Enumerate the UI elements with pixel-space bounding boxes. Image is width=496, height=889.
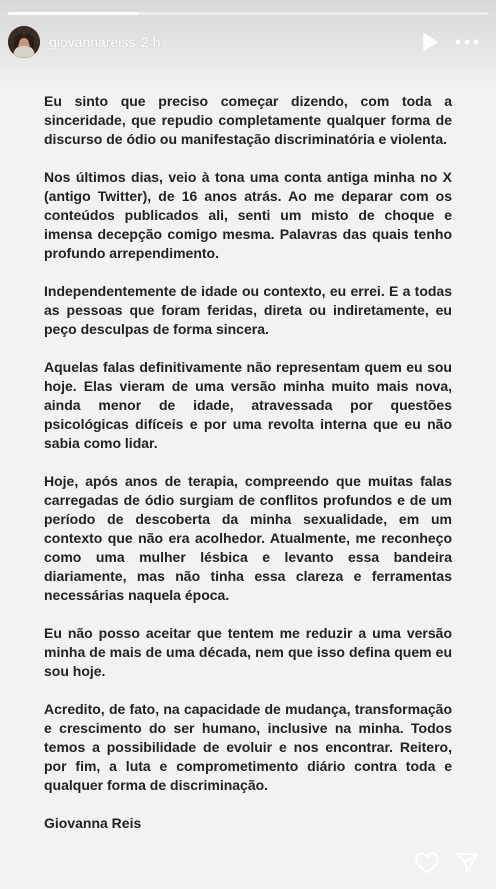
paragraph-7: Acredito, de fato, na capacidade de mudança, transformação e crescimento do ser humano, inclusive na minha. Todos temos a possibilidade de evoluir e nos encontrar. Reitero, por fim, a luta e comprometimento diário contra toda e qualquer forma de discriminação. bbox=[44, 701, 452, 793]
paragraph-1: Eu sinto que preciso começar dizendo, com toda a sinceridade, que repudio completamente qualquer forma de discurso de ódio ou manifestação discriminatória e violenta. bbox=[44, 93, 452, 147]
avatar[interactable] bbox=[8, 26, 40, 58]
timestamp: 2 h bbox=[141, 34, 161, 50]
story-text bbox=[44, 92, 452, 852]
story-header bbox=[0, 0, 496, 90]
paragraph-5: Hoje, após anos de terapia, compreendo que muitas falas carregadas de ódio surgiam de conflitos profundos e de um período de descoberta da minha sexualidade, em um contexto que não era acolhedor. Atualmente, me reconheço como uma mulher lésbica e levanto essa bandeira diariamente, mas não tinha essa clareza e ferramentas necessárias naquela época. bbox=[44, 473, 452, 603]
paragraph-3: Independentemente de idade ou contexto, eu errei. E a todas as pessoas que foram feridas, direta ou indiretamente, eu peço desculpas de forma sincera. bbox=[44, 283, 452, 337]
signature: Giovanna Reis bbox=[44, 815, 142, 831]
heart-icon[interactable] bbox=[414, 851, 440, 875]
send-icon[interactable] bbox=[455, 851, 479, 875]
story-progress-fill bbox=[8, 12, 138, 15]
paragraph-4: Aquelas falas definitivamente não representam quem eu sou hoje. Elas vieram de uma versão minha muito mais nova, ainda menor de idade, atravessada por questões psicológicas difíceis e por uma revolta interna que eu não sabia como lidar. bbox=[44, 359, 452, 451]
paragraph-2: Nos últimos dias, veio à tona uma conta antiga minha no X (antigo Twitter), de 16 anos atrás. Ao me deparar com os conteúdos publicados ali, senti um misto de choque e imensa decepção comigo mesma. Palavras das quais tenho profundo arrependimento. bbox=[44, 169, 452, 261]
story-progress-bar bbox=[8, 12, 488, 15]
more-options-icon[interactable] bbox=[455, 34, 479, 50]
username[interactable]: giovannareiss bbox=[49, 34, 136, 50]
play-icon[interactable] bbox=[422, 33, 438, 51]
paragraph-6: Eu não posso aceitar que tentem me reduzir a uma versão minha de mais de uma década, nem que isso defina quem eu sou hoje. bbox=[44, 625, 452, 679]
